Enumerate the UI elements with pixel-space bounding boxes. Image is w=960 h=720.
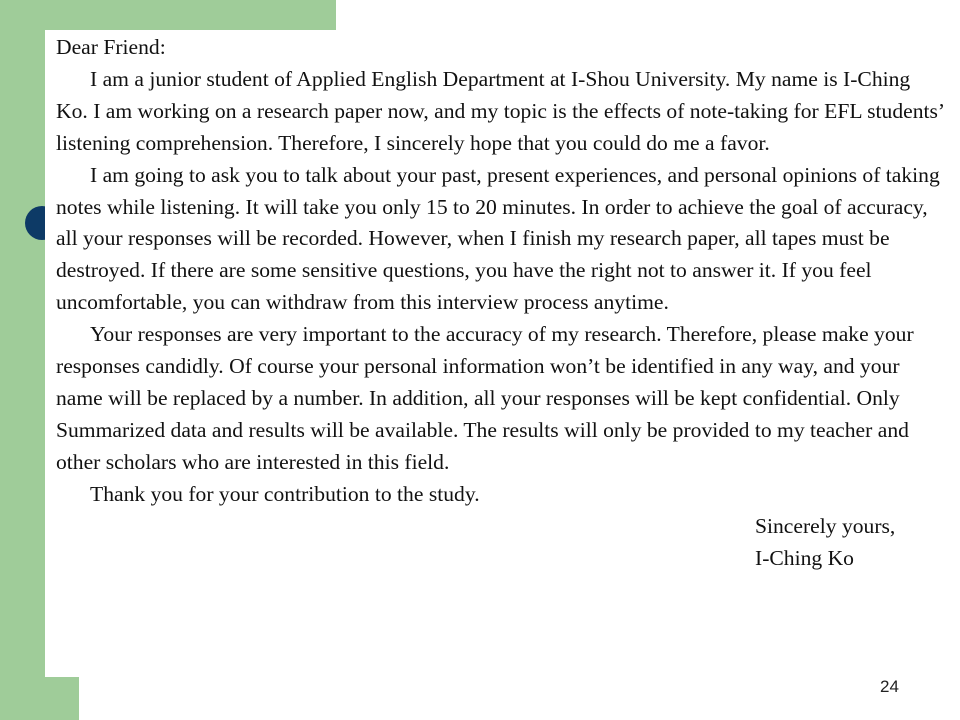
letter-body bbox=[56, 32, 946, 574]
letter-salutation: Dear Friend: bbox=[56, 35, 166, 59]
page-number: 24 bbox=[880, 677, 899, 696]
letter-paragraph-thanks: Thank you for your contribution to the study. bbox=[90, 481, 480, 506]
letter-closing: Sincerely yours, bbox=[755, 513, 896, 538]
letter-paragraph-request: I am going to ask you to talk about your past, present experiences, and personal opinions of taking notes while listening. It will take you only 15 to 20 minutes. In order to achieve the goal of accuracy, all your responses will be recorded. However, when I finish my research paper, all tapes must be destroyed. If there are some sensitive questions, you have the right not to answer it. If you feel uncomfortable, you can withdraw from this interview process anytime. bbox=[56, 162, 940, 315]
letter-paragraph-intro: I am a junior student of Applied English Department at I-Shou University. My name is I-Ching Ko. I am working on a research paper now, and my topic is the effects of note-taking for EFL students’ listening comprehension. Therefore, I sincerely hope that you could do me a favor. bbox=[56, 66, 944, 155]
letter-signature: I-Ching Ko bbox=[755, 545, 854, 570]
letter-paragraph-confidentiality: Your responses are very important to the accuracy of my research. Therefore, please make your responses candidly. Of course your personal information won’t be identified in any way, and your name will be replaced by a number. In addition, all your responses will be kept confidential. Only Summarized data and results will be available. The results will only be provided to my teacher and other scholars who are interested in this field. bbox=[56, 322, 914, 474]
